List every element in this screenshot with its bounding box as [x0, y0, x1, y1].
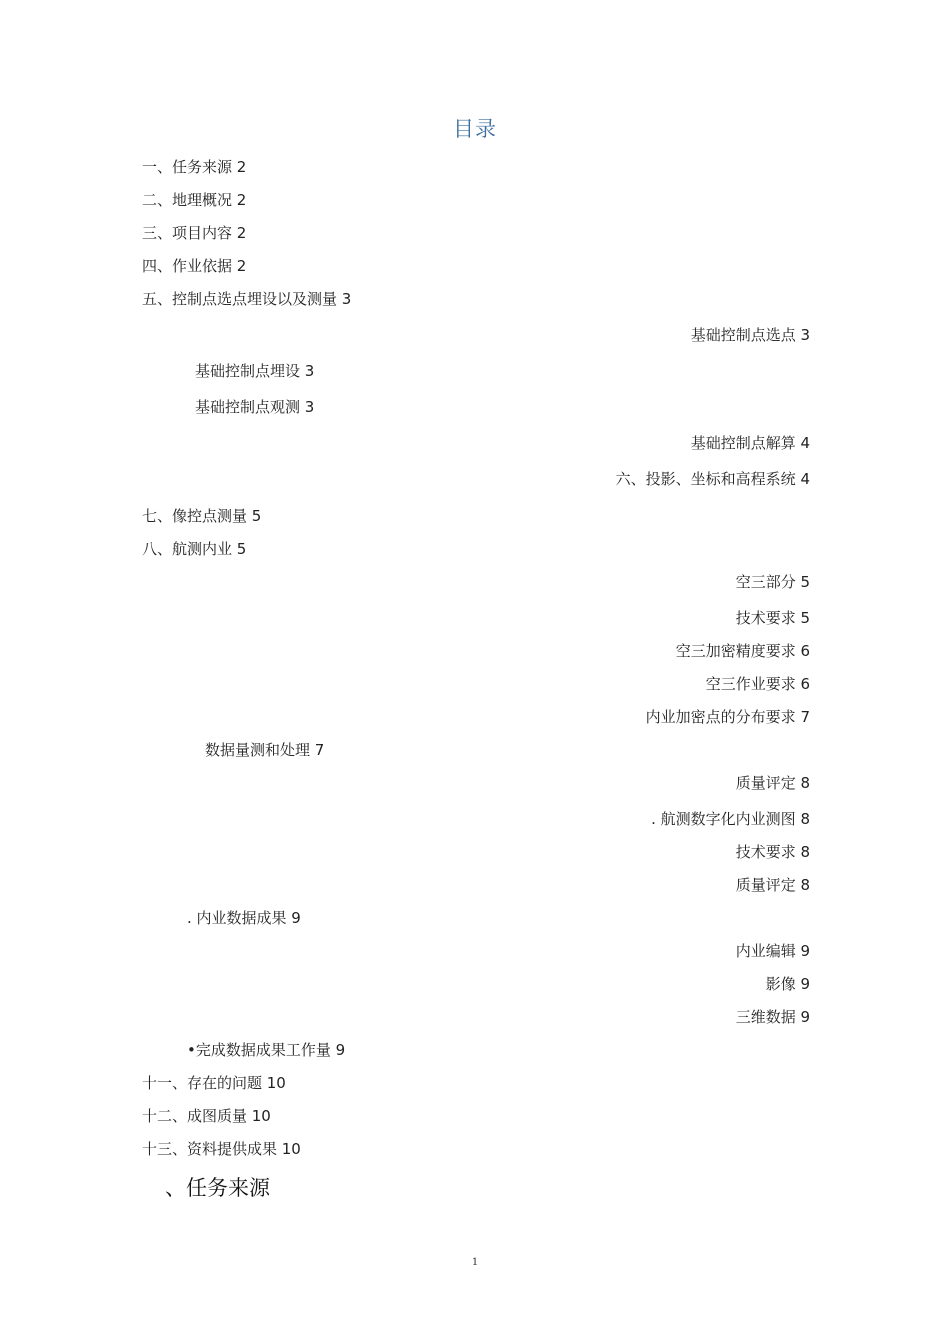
- toc-entry[interactable]: 数据量测和处理 7: [205, 741, 325, 759]
- toc-entry[interactable]: 内业加密点的分布要求 7: [645, 708, 810, 726]
- toc-entry[interactable]: 基础控制点埋设 3: [195, 362, 315, 380]
- toc-entry[interactable]: 基础控制点解算 4: [690, 434, 810, 452]
- toc-title: 目录: [453, 117, 497, 141]
- toc-entry[interactable]: 空三作业要求 6: [705, 675, 810, 693]
- page-number: 1: [471, 1257, 479, 1268]
- toc-entry[interactable]: 内业编辑 9: [735, 942, 810, 960]
- toc-entry[interactable]: 八、航测内业 5: [142, 540, 247, 558]
- toc-entry[interactable]: . 内业数据成果 9: [187, 909, 301, 927]
- toc-entry[interactable]: 质量评定 8: [735, 876, 810, 894]
- toc-entry[interactable]: 七、像控点测量 5: [142, 507, 262, 525]
- toc-entry[interactable]: 空三加密精度要求 6: [675, 642, 810, 660]
- toc-entry[interactable]: . 航测数字化内业测图 8: [651, 810, 810, 828]
- toc-entry[interactable]: 十二、成图质量 10: [142, 1107, 271, 1125]
- toc-entry[interactable]: 二、地理概况 2: [142, 191, 247, 209]
- section-heading: 、任务来源: [165, 1176, 270, 1200]
- toc-entry[interactable]: 基础控制点选点 3: [690, 326, 810, 344]
- toc-entry[interactable]: 空三部分 5: [735, 573, 810, 591]
- toc-entry[interactable]: 技术要求 5: [735, 609, 810, 627]
- toc-entry[interactable]: 基础控制点观测 3: [195, 398, 315, 416]
- toc-entry[interactable]: 三维数据 9: [735, 1008, 810, 1026]
- toc-entry[interactable]: 五、控制点选点埋设以及测量 3: [142, 290, 352, 308]
- toc-entry[interactable]: 十一、存在的问题 10: [142, 1074, 286, 1092]
- toc-entry[interactable]: 影像 9: [765, 975, 810, 993]
- toc-entry[interactable]: 三、项目内容 2: [142, 224, 247, 242]
- toc-entry[interactable]: 四、作业依据 2: [142, 257, 247, 275]
- toc-entry[interactable]: 质量评定 8: [735, 774, 810, 792]
- toc-entry[interactable]: 一、任务来源 2: [142, 158, 247, 176]
- toc-entry[interactable]: 技术要求 8: [735, 843, 810, 861]
- toc-entry[interactable]: 十三、资料提供成果 10: [142, 1140, 301, 1158]
- toc-entry[interactable]: 六、投影、坐标和高程系统 4: [615, 470, 810, 488]
- toc-entry[interactable]: •完成数据成果工作量 9: [187, 1041, 346, 1059]
